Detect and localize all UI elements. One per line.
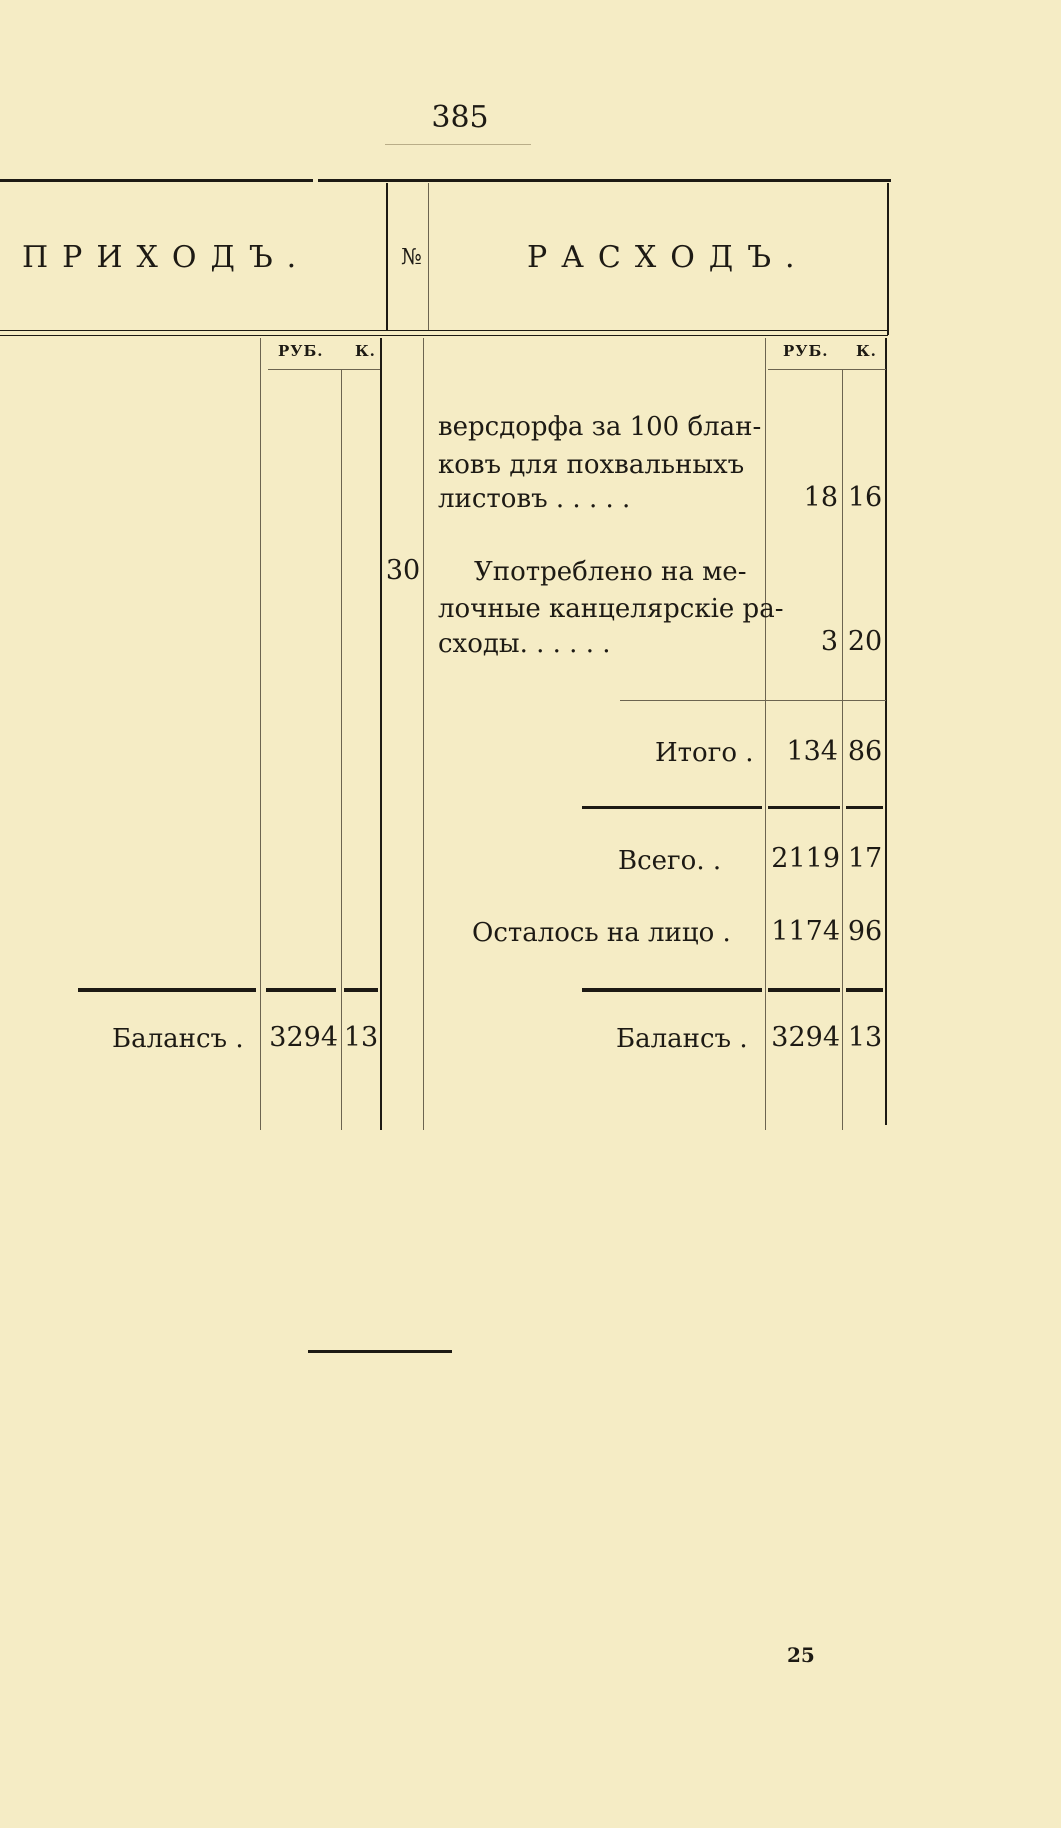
expense-2-number: 30 <box>385 555 421 586</box>
expense-1-line-2: ковъ для похвальныхъ <box>438 450 745 480</box>
income-right-rule <box>380 338 382 1130</box>
expense-2-rub: 3 <box>820 626 838 657</box>
expense-2-kop: 20 <box>847 626 883 657</box>
income-rub-left-rule <box>260 338 261 1130</box>
income-kop-unit: К. <box>355 342 376 360</box>
ostalos-label: Осталось на лицо . <box>472 918 731 948</box>
balance-rule-income-text <box>78 988 256 992</box>
unit-rule-income <box>268 369 380 370</box>
expense-2-line-2: лочные канцелярскіе ра- <box>438 594 784 624</box>
signature-mark: 25 <box>787 1643 815 1667</box>
vsego-label: Всего. . <box>618 846 722 876</box>
itogo-label: Итого . <box>655 738 754 768</box>
expense-kop-unit: К. <box>856 342 877 360</box>
expense-1-rub: 18 <box>803 482 838 513</box>
top-rule-right <box>318 179 891 182</box>
ostalos-kop: 96 <box>847 916 883 947</box>
expense-header: РАСХОДЪ. <box>527 240 809 275</box>
balance-income-rub: 3294 <box>269 1022 338 1053</box>
expense-1-line-1: версдорфа за 100 блан- <box>438 412 762 442</box>
itogo-kop: 86 <box>847 736 883 767</box>
itogo-rule <box>620 700 886 701</box>
balance-rule-expense-text <box>582 988 762 992</box>
itogo-rub: 134 <box>786 736 838 767</box>
page-number: 385 <box>431 100 489 135</box>
total-rule-text <box>582 806 762 809</box>
balance-rule-expense-rub <box>768 988 840 992</box>
header-vrule-1 <box>386 183 388 330</box>
header-vrule-2 <box>428 183 429 330</box>
balance-income-kop: 13 <box>343 1022 379 1053</box>
header-rule-2 <box>0 335 888 336</box>
balance-income-label: Балансъ . <box>112 1024 244 1054</box>
expense-1-kop: 16 <box>847 482 883 513</box>
balance-rule-income-rub <box>266 988 336 992</box>
number-col-right-rule <box>423 338 424 1130</box>
page-number-rule <box>385 144 531 145</box>
closing-rule <box>308 1350 452 1353</box>
top-rule-left <box>0 179 313 182</box>
number-sign-header: № <box>401 245 422 270</box>
balance-expense-label: Балансъ . <box>616 1024 748 1054</box>
unit-rule-expense <box>768 369 886 370</box>
expense-2-line-3: сходы. . . . . . <box>438 629 611 659</box>
vsego-rub: 2119 <box>771 843 840 874</box>
balance-rule-income-kop <box>344 988 378 992</box>
expense-rub-unit: РУБ. <box>783 342 829 360</box>
balance-rule-expense-kop <box>846 988 883 992</box>
expense-kop-left-rule <box>842 370 843 1130</box>
income-kop-left-rule <box>341 370 342 1130</box>
income-rub-unit: РУБ. <box>278 342 324 360</box>
expense-1-line-3: листовъ . . . . . <box>438 484 631 514</box>
right-border-body <box>885 338 887 1125</box>
vsego-kop: 17 <box>847 843 883 874</box>
total-rule-kop <box>846 806 883 809</box>
balance-expense-rub: 3294 <box>771 1022 840 1053</box>
balance-expense-kop: 13 <box>847 1022 883 1053</box>
right-border-header <box>887 183 889 335</box>
total-rule-rub <box>768 806 840 809</box>
expense-rub-left-rule <box>765 338 766 1130</box>
expense-2-line-1: Употреблено на ме- <box>474 557 747 587</box>
ostalos-rub: 1174 <box>771 916 840 947</box>
header-rule-1 <box>0 330 888 331</box>
income-header: ПРИХОДЪ. <box>22 240 311 275</box>
